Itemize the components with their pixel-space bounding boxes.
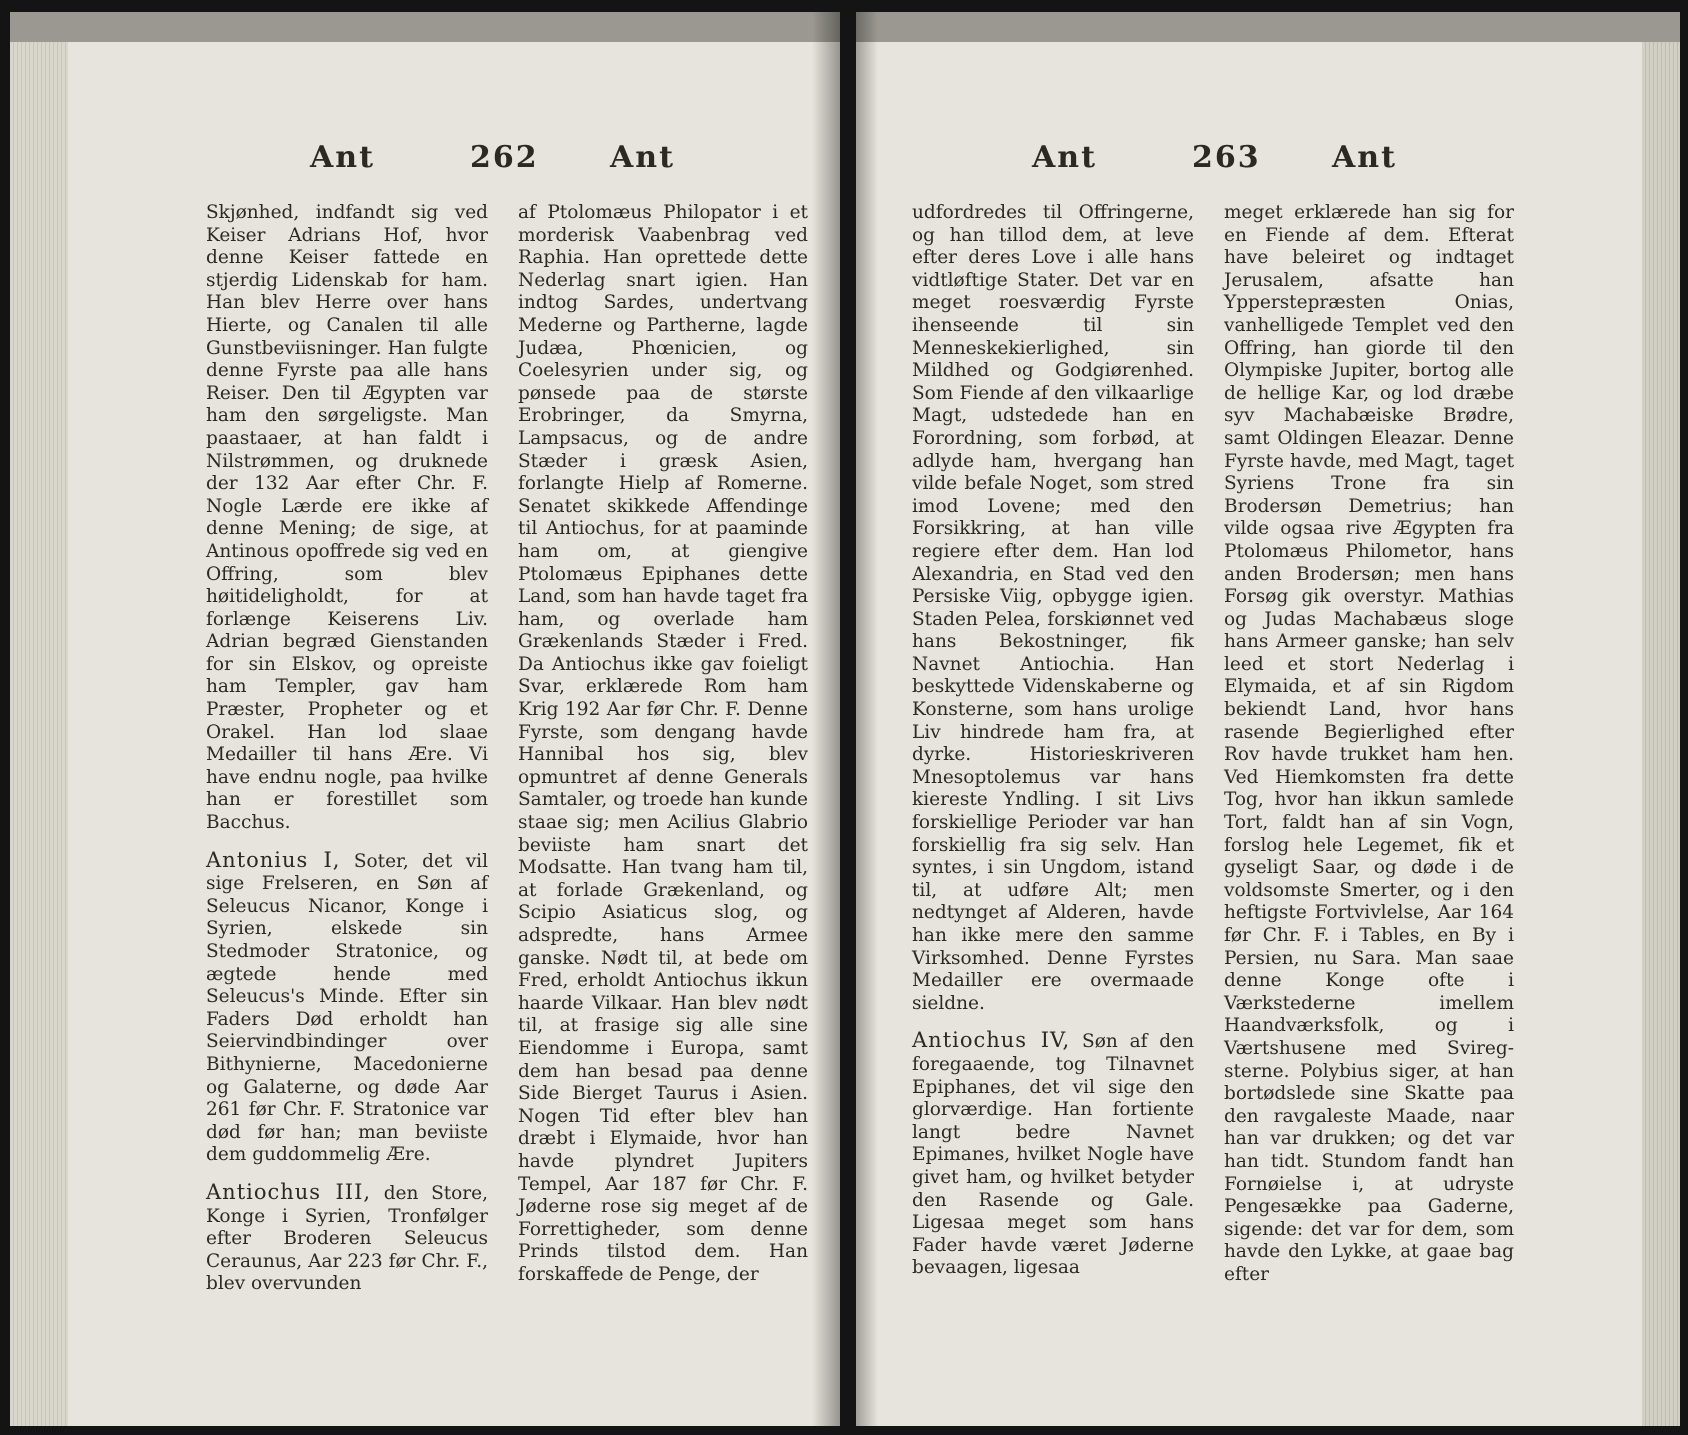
dictionary-entry: [206, 1181, 488, 1296]
entry-text: Soter, det vil sige Frelseren, en Søn af Seleucus Nicanor, Konge i Syrien, elskede sin Stedmoder Stratonice, og ægtede hende med Seleucus's Minde. Efter sin Faders Død erholdt han Seiervindbindinger over Bithynierne, Macedonierne og Galaterne, og døde Aar 261 før Chr. F. Stratonice var død før han; man beviiste dem guddommelig Ære.: [206, 850, 488, 1166]
gutter-shadow: [812, 12, 840, 1426]
dictionary-entry: [206, 849, 488, 1167]
page-top-edge: [856, 12, 1680, 42]
left-page: [10, 12, 840, 1426]
gutter-shadow: [856, 12, 878, 1426]
page-number: 262: [470, 140, 539, 175]
running-header: [856, 140, 1680, 180]
entry-text: Søn af den foregaaende, tog Tilnavnet Epiphanes, det vil sige den glorværdige. Han fortiente langt bedre Navnet Epimanes, hvilket Nogle have givet ham, og hvilket betyder den Rasende og Gale. Ligesaa meget som hans Fader havde været Jøderne bevaagen, ligesaa: [912, 1031, 1195, 1279]
text-column-left: [912, 202, 1194, 1280]
header-right-word: Ant: [610, 140, 675, 175]
entry-text: den Store, Konge i Syrien, Tronfølger efter Broderen Seleucus Ceraunus, Aar 223 før Chr. F., blev overvunden: [206, 1182, 488, 1295]
header-left-word: Ant: [1032, 140, 1097, 175]
text-column-right: [1224, 202, 1514, 1287]
header-right-word: Ant: [1332, 140, 1397, 175]
header-left-word: Ant: [310, 140, 375, 175]
body-paragraph: Skjønhed, indfandt sig ved Keiser Adrians Hof, hvor denne Keiser fattede en stjerdig Lidenskab for ham. Han blev Herre over hans Hierte, og Canalen til alle Gunstbeviisninger. Han fulgte denne Fyrste paa alle hans Reiser. Den til Ægypten var ham den sørgeligste. Man paastaaer, at han faldt i Nilstrømmen, og druknede der 132 Aar efter Chr. F. Nogle Lærde ere ikke af denne Mening; de sige, at Antinous opoffrede sig ved en Offring, som blev høitideligholdt, for at forlænge Keiserens Liv. Adrian begræd Gienstanden for sin Elskov, og opreiste ham Templer, gav ham Præster, Propheter og et Orakel. Han lod slaae Medailler til hans Ære. Vi have endnu nogle, paa hvilke han er forestillet som Bacchus.: [206, 202, 488, 834]
entry-headword: Antonius I,: [206, 847, 341, 872]
text-column-right: [518, 202, 808, 1287]
body-paragraph: meget erklærede han sig for en Fiende af dem. Efterat have beleiret og indtaget Jerusalem, afsatte han Ypperstepræsten Onias, vanhelligede Templet ved den Offring, han giorde til den Olympiske Jupiter, bortog alle de hellige Kar, og lod dræbe syv Machabæiske Brødre, samt Oldingen Eleazar. Denne Fyrste havde, med Magt, taget Syriens Trone fra sin Brodersøn Demetrius; han vilde ogsaa rive Ægypten fra Ptolomæus Philometor, hans anden Brodersøn; men hans Forsøg gik overstyr. Mathias og Judas Machabæus sloge hans Armeer ganske; han selv leed et stort Nederlag i Elymaida, et af sin Rigdom bekiendt Land, hvor hans rasende Begierlighed efter Rov havde trukket ham hen. Ved Hiemkomsten fra dette Tog, hvor han ikkun samlede Tort, faldt han af sin Vogn, forslog hele Legemet, fik et gyseligt Saar, og døde i de voldsomste Smerter, og i den heftigste Fortvivlelse, Aar 164 før Chr. F. i Tables, en By i Persien, nu Sara. Man saae denne Konge ofte i Værkstederne imellem Haandværksfolk, og i Værtshusene med Sviregsterne. Polybius siger, at han bortødslede sine Skatte paa den ravgaleste Maade, naar han var drukken; og det var han tidt. Stundom fandt han Fornøielse i, at udryste Pengesække paa Gaderne, sigende: det var for dem, som havde den Lykke, at gaae bag efter: [1224, 202, 1514, 1285]
page-number: 263: [1192, 140, 1261, 175]
right-page: [856, 12, 1680, 1426]
entry-headword: Antiochus IV,: [912, 1028, 1071, 1053]
text-column-left: [206, 202, 488, 1296]
body-paragraph: udfordredes til Offringerne, og han tillod dem, at leve efter deres Love i alle hans vidtløftige Stater. Det var en meget roesværdig Fyrste ihenseende til sin Menneskekierlighed, sin Mildhed og Godgiørenhed. Som Fiende af den vilkaarlige Magt, udstedede han en Forordning, som forbød, at adlyde ham, hvergang han vilde befale Noget, som stred imod Lovene; med den Forsikkring, at han ville regiere efter dem. Han lod Alexandria, en Stad ved den Persiske Viig, opbygge igien. Staden Pelea, forskiønnet ved hans Bekostninger, fik Navnet Antiochia. Han beskyttede Videnskaberne og Konsterne, som hans urolige Liv hindrede ham fra, at dyrke. Historieskriveren Mnesoptolemus var hans kiereste Yndling. I sit Livs forskiellige Perioder var han forskiellig fra sig selv. Han syntes, i sin Ungdom, istand til, at udføre Alt; men nedtynget af Alderen, havde han ikke mere den samme Virksomhed. Denne Fyrstes Medailler ere overmaade sieldne.: [912, 202, 1194, 1014]
running-header: [10, 140, 840, 180]
entry-headword: Antiochus III,: [206, 1179, 372, 1204]
page-top-edge: [10, 12, 840, 42]
body-paragraph: af Ptolomæus Philopator i et morderisk Vaabenbrag ved Raphia. Han oprettede dette Nederlag snart igien. Han indtog Sardes, undertvang Mederne og Partherne, lagde Judæa, Phœnicien, og Coelesyrien under sig, og pønsede paa de største Erobringer, da Smyrna, Lampsacus, og de andre Stæder i græsk Asien, forlangte Hielp af Romerne. Senatet skikkede Affendinge til Antiochus, for at paaminde ham om, at giengive Ptolomæus Epiphanes dette Land, som han havde taget fra ham, og overlade ham Grækenlands Stæder i Fred. Da Antiochus ikke gav foieligt Svar, erklærede Rom ham Krig 192 Aar før Chr. F. Denne Fyrste, som dengang havde Hannibal hos sig, blev opmuntret af denne Generals Samtaler, og troede han kunde staae sig; men Acilius Glabrio beviiste ham snart det Modsatte. Han tvang ham til, at forlade Grækenland, og Scipio Asiaticus slog, og adspredte, hans Armee ganske. Nødt til, at bede om Fred, erholdt Antiochus ikkun haarde Vilkaar. Han blev nødt til, at frasige sig alle sine Eiendomme i Europa, samt dem han besad paa denne Side Bierget Taurus i Asien. Nogen Tid efter blev han dræbt i Elymaide, hvor han havde plyndret Jupiters Tempel, Aar 187 før Chr. F. Jøderne rose sig meget af de Forrettigheder, som denne Prinds tilstod dem. Han forskaffede de Penge, der: [518, 202, 808, 1285]
dictionary-entry: [912, 1029, 1194, 1280]
